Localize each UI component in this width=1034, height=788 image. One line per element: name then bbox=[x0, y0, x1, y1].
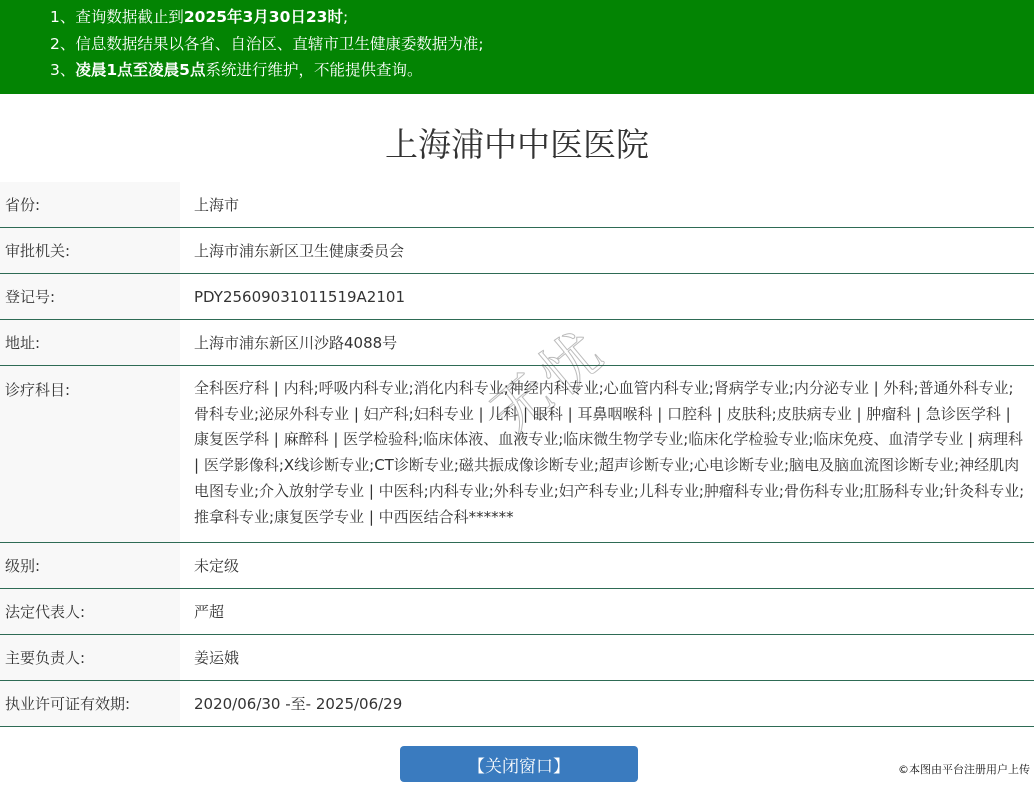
row-province bbox=[0, 182, 1034, 228]
notice-banner bbox=[0, 0, 1034, 94]
row-approval-authority bbox=[0, 228, 1034, 274]
watermark: 无忧 bbox=[477, 315, 620, 450]
row-level bbox=[0, 543, 1034, 589]
row-label: 地址: bbox=[0, 320, 180, 365]
notice-line-1: 1、查询数据截止到2025年3月30日23时; bbox=[50, 8, 349, 26]
notice-line-2: 2、信息数据结果以各省、自治区、直辖市卫生健康委数据为准; bbox=[50, 35, 484, 53]
row-label: 诊疗科目: bbox=[0, 366, 180, 542]
row-label: 登记号: bbox=[0, 274, 180, 319]
row-value: 未定级 bbox=[194, 557, 240, 575]
notice-line-3: 3、凌晨1点至凌晨5点系统进行维护，不能提供查询。 bbox=[50, 61, 423, 79]
row-value: 上海市浦东新区川沙路4088号 bbox=[194, 334, 398, 352]
row-label: 省份: bbox=[0, 182, 180, 227]
row-label: 执业许可证有效期: bbox=[0, 681, 180, 726]
row-label: 法定代表人: bbox=[0, 589, 180, 634]
row-registration-number bbox=[0, 274, 1034, 320]
row-value: 2020/06/30 -至- 2025/06/29 bbox=[194, 695, 403, 713]
row-address bbox=[0, 320, 1034, 366]
row-value: 严超 bbox=[194, 603, 225, 621]
row-departments bbox=[0, 366, 1034, 543]
row-principal bbox=[0, 635, 1034, 681]
row-value: 上海市 bbox=[194, 196, 240, 214]
row-legal-representative bbox=[0, 589, 1034, 635]
row-value: PDY25609031011519A2101 bbox=[194, 287, 405, 306]
row-value: 全科医疗科 | 内科;呼吸内科专业;消化内科专业;神经内科专业;心血管内科专业;肾病学专业;内分泌专业 | 外科;普通外科专业;骨科专业;泌尿外科专业 | 妇产科;妇科专业 | 儿科 | 眼科 | 耳鼻咽喉科 | 口腔科 | 皮肤科;皮肤病专业 | 肿瘤科 | 急诊医学科 | 康复医学科 | 麻醉科 | 医学检验科;临床体液、血液专业;临床微生物学专业;临床化学检验专业;临床免疫、血清学专业 | 病理科 | 医学影像科;X线诊断专业;CT诊断专业;磁共振成像诊断专业;超声诊断专业;心电诊断专业;脑电及脑血流图诊断专业;神经肌肉电图专业;介入放射学专业 | 中医科;内科专业;外科专业;妇产科专业;儿科专业;肿瘤科专业;骨伤科专业;肛肠科专业;针灸科专业;推拿科专业;康复医学专业 | 中西医结合科****** bbox=[194, 379, 1025, 526]
row-value: 上海市浦东新区卫生健康委员会 bbox=[194, 242, 405, 260]
row-license-validity bbox=[0, 681, 1034, 727]
row-label: 审批机关: bbox=[0, 228, 180, 273]
close-window-button[interactable]: 【关闭窗口】 bbox=[400, 746, 638, 782]
row-label: 主要负责人: bbox=[0, 635, 180, 680]
hospital-title: 上海浦中中医医院 bbox=[385, 125, 649, 164]
row-value: 姜运娥 bbox=[194, 649, 240, 667]
info-table bbox=[0, 182, 1034, 727]
row-label: 级别: bbox=[0, 543, 180, 588]
upload-footnote: ©本图由平台注册用户上传 bbox=[898, 763, 1030, 776]
